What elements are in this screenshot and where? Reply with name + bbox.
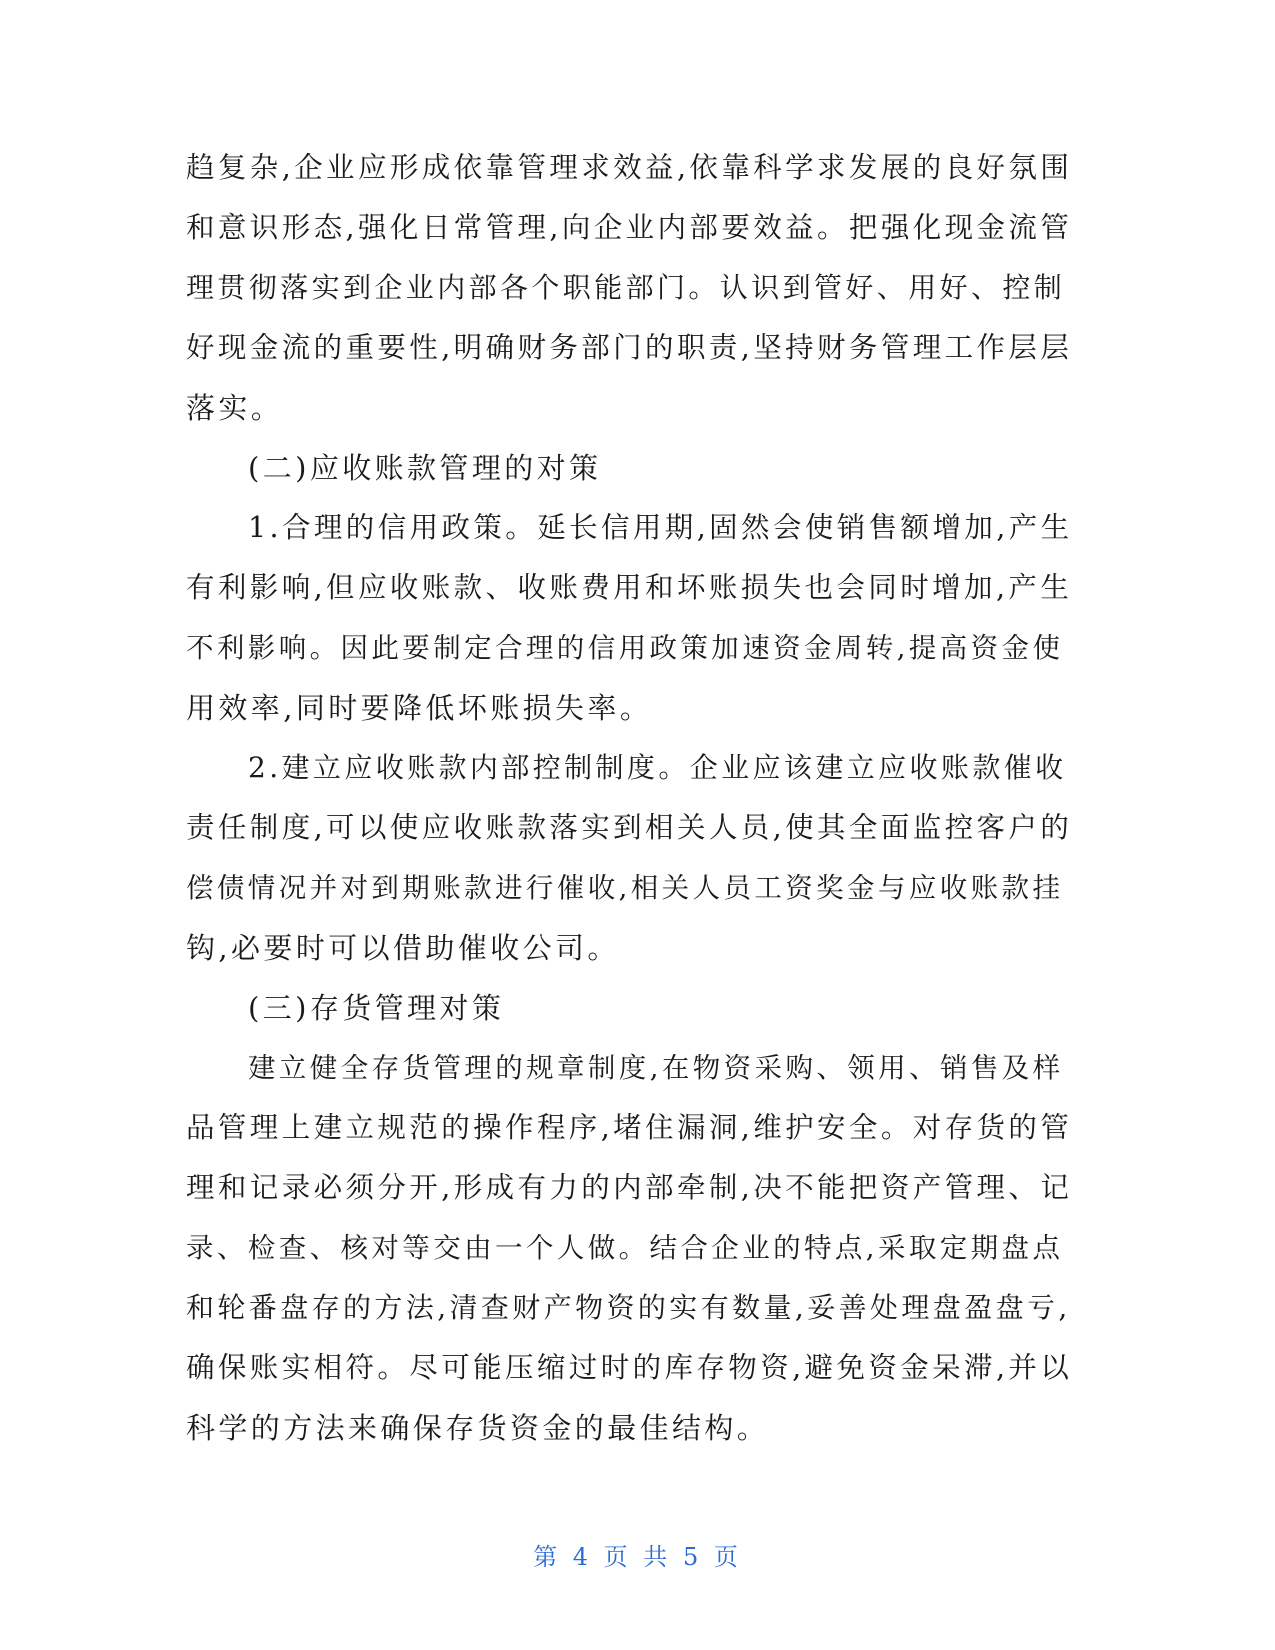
text-line-7: 1.合理的信用政策。延长信用期,固然会使销售额增加,产生 (248, 511, 1073, 544)
text-line-10: 用效率,同时要降低坏账损失率。 (186, 691, 653, 725)
text-line-2: 和意识形态,强化日常管理,向企业内部要效益。把强化现金流管 (186, 211, 1073, 244)
text-line-3: 理贯彻落实到企业内部各个职能部门。认识到管好、用好、控制 (186, 271, 1066, 304)
text-line-16: 建立健全存货管理的规章制度,在物资采购、领用、销售及样 (248, 1052, 1064, 1084)
text-line-18: 理和记录必须分开,形成有力的内部牵制,决不能把资产管理、记 (186, 1171, 1073, 1204)
page-number-footer: 第 4 页 共 5 页 (533, 1543, 742, 1571)
text-line-22: 科学的方法来确保存货资金的最佳结构。 (186, 1411, 770, 1445)
section-heading-receivables: (二)应收账款管理的对策 (248, 451, 602, 485)
text-line-9: 不利影响。因此要制定合理的信用政策加速资金周转,提高资金使 (186, 632, 1064, 664)
document-body (186, 138, 1076, 1458)
text-line-1: 趋复杂,企业应形成依靠管理求效益,依靠科学求发展的良好氛围 (186, 151, 1073, 184)
text-line-19: 录、检查、核对等交由一个人做。结合企业的特点,采取定期盘点 (186, 1232, 1064, 1264)
text-line-20: 和轮番盘存的方法,清查财产物资的实有数量,妥善处理盘盈盘亏, (186, 1291, 1071, 1324)
text-line-11: 2.建立应收账款内部控制制度。企业应该建立应收账款催收 (248, 751, 1067, 784)
text-line-5: 落实。 (186, 391, 284, 425)
text-line-13: 偿债情况并对到期账款进行催收,相关人员工资奖金与应收账款挂 (186, 872, 1064, 904)
text-line-14: 钩,必要时可以借助催收公司。 (186, 931, 620, 965)
text-line-4: 好现金流的重要性,明确财务部门的职责,坚持财务管理工作层层 (186, 331, 1073, 364)
text-line-21: 确保账实相符。尽可能压缩过时的库存物资,避免资金呆滞,并以 (186, 1351, 1073, 1384)
section-heading-inventory: (三)存货管理对策 (248, 991, 505, 1025)
text-line-8: 有利影响,但应收账款、收账费用和坏账损失也会同时增加,产生 (186, 571, 1073, 604)
text-line-12: 责任制度,可以使应收账款落实到相关人员,使其全面监控客户的 (186, 811, 1073, 844)
text-line-17: 品管理上建立规范的操作程序,堵住漏洞,维护安全。对存货的管 (186, 1111, 1073, 1144)
